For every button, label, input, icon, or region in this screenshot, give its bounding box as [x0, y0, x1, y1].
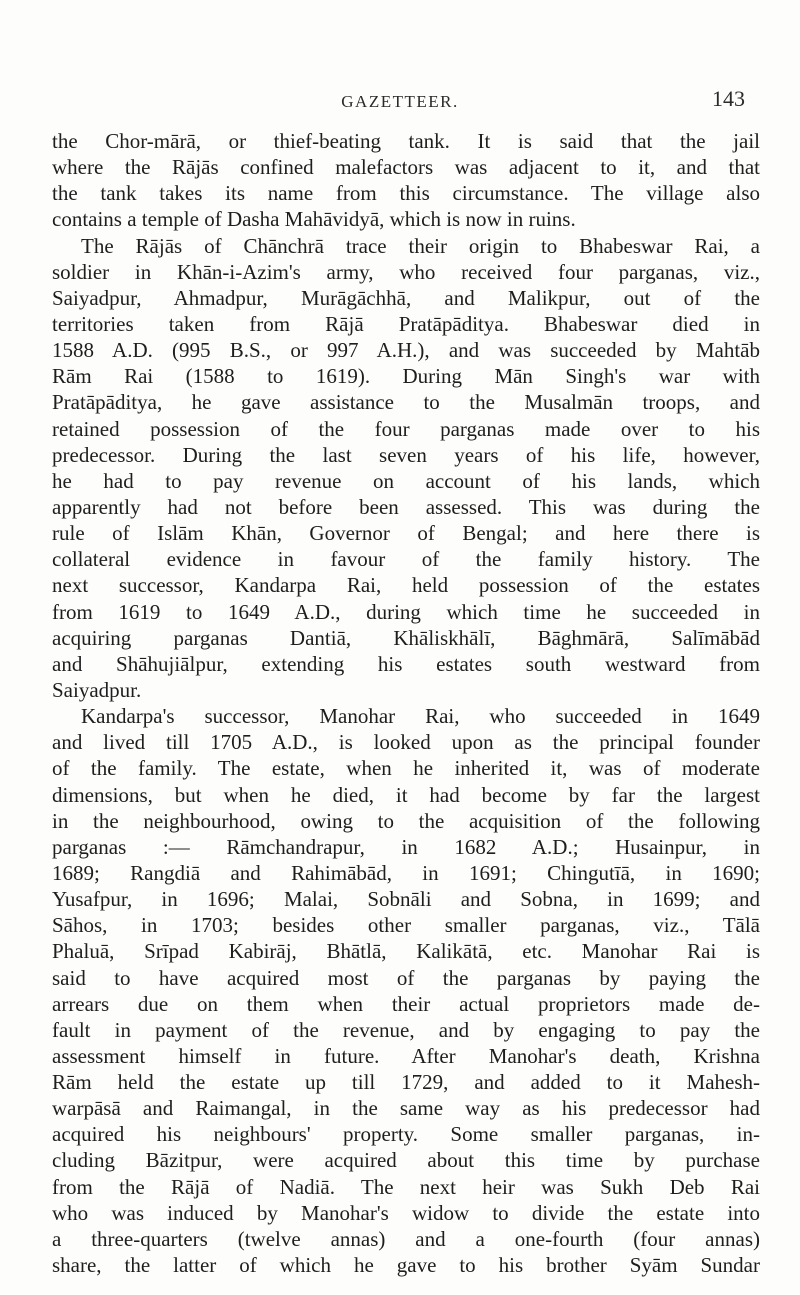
text-line: assessment himself in future. After Manohar's death, Krishna	[52, 1043, 760, 1068]
text-line: of the family. The estate, when he inherited it, was of moderate	[52, 756, 760, 781]
text-line: acquired his neighbours' property. Some smaller parganas, in-	[52, 1122, 760, 1147]
text-line: warpāsā and Raimangal, in the same way as his predecessor had	[52, 1096, 760, 1121]
text-line: he had to pay revenue on account of his lands, which	[52, 468, 760, 493]
text-line: contains a temple of Dasha Mahāvidyā, which is now in ruins.	[52, 207, 576, 232]
text-line: 1689; Rangdiā and Rahimābād, in 1691; Chingutīā, in 1690;	[52, 860, 760, 885]
text-line: soldier in Khān-i-Azim's army, who received four parganas, viz.,	[52, 259, 760, 284]
text-line: in the neighbourhood, owing to the acquisition of the following	[52, 808, 760, 833]
text-line: territories taken from Rājā Pratāpādityа. Bhabeswar died in	[52, 311, 760, 336]
text-line: Sāhos, in 1703; besides other smaller parganas, viz., Tālā	[52, 913, 760, 938]
text-line: fault in payment of the revenue, and by engaging to pay the	[52, 1017, 760, 1042]
text-line: from the Rājā of Nadiā. The next heir was Sukh Deb Rai	[52, 1174, 760, 1199]
text-line: Kandarpa's successor, Manohar Rai, who succeeded in 1649	[81, 704, 760, 729]
text-line: collateral evidence in favour of the family history. The	[52, 547, 760, 572]
body-text	[52, 128, 760, 1278]
text-line: Rām held the estate up till 1729, and added to it Mahesh-	[52, 1070, 760, 1095]
text-line: rule of Islām Khān, Governor of Bengal; and here there is	[52, 521, 760, 546]
text-line: the Chor-mārā, or thief-beating tank. It is said that the jail	[52, 129, 760, 153]
text-line: from 1619 to 1649 A.D., during which time he succeeded in	[52, 599, 760, 624]
text-line: predecessor. During the last seven years of his life, however,	[52, 442, 760, 467]
text-line: and Shāhujiālpur, extending his estates south westward from	[52, 651, 760, 676]
text-line: dimensions, but when he died, it had become by far the largest	[52, 782, 760, 807]
text-line: arrears due on them when their actual proprietors made de-	[52, 991, 760, 1016]
text-line: where the Rājās confined malefactors was adjacent to it, and that	[52, 155, 760, 180]
text-line: the tank takes its name from this circumstance. The village also	[52, 181, 760, 206]
text-line: Saiyadpur, Ahmadpur, Murāgāchhā, and Malikpur, out of the	[52, 285, 760, 310]
page-number: 143	[712, 86, 745, 111]
text-line: who was induced by Manohar's widow to divide the estate into	[52, 1200, 760, 1225]
text-line: 1588 A.D. (995 B.S., or 997 A.H.), and was succeeded by Mahtāb	[52, 338, 760, 363]
text-line: acquiring parganas Dantiā, Khāliskhālī, Bāghmārā, Salīmābād	[52, 625, 760, 650]
text-line: retained possession of the four parganas made over to his	[52, 416, 760, 441]
text-line: share, the latter of which he gave to his brother Syām Sundar	[52, 1253, 760, 1278]
text-line: parganas :— Rāmchandrapur, in 1682 A.D.; Husainpur, in	[52, 834, 760, 859]
text-line: apparently had not before been assessed. This was during the	[52, 494, 760, 519]
text-line: cluding Bāzitpur, were acquired about this time by purchase	[52, 1148, 760, 1173]
text-line: Saiyadpur.	[52, 677, 142, 702]
text-line: Phaluā, Srīpad Kabirāj, Bhātlā, Kalikātā, etc. Manohar Rai is	[52, 939, 760, 964]
running-head: GAZETTEER.	[341, 92, 459, 111]
text-line: and lived till 1705 A.D., is looked upon as the principal founder	[52, 730, 760, 755]
text-line: said to have acquired most of the parganas by paying the	[52, 965, 760, 990]
text-line: Rām Rai (1588 to 1619). During Mān Singh's war with	[52, 364, 760, 389]
text-line: a three-quarters (twelve annas) and a one-fourth (four annas)	[52, 1226, 760, 1251]
text-line: The Rājās of Chānchrā trace their origin to Bhabeswar Rai, a	[81, 233, 760, 258]
text-line: Pratāpāditya, he gave assistance to the Musalmān troops, and	[52, 390, 760, 415]
text-line: next successor, Kandarpa Rai, held possession of the estates	[52, 573, 760, 598]
text-line: Yusafpur, in 1696; Malai, Sobnāli and Sobna, in 1699; and	[52, 887, 760, 912]
